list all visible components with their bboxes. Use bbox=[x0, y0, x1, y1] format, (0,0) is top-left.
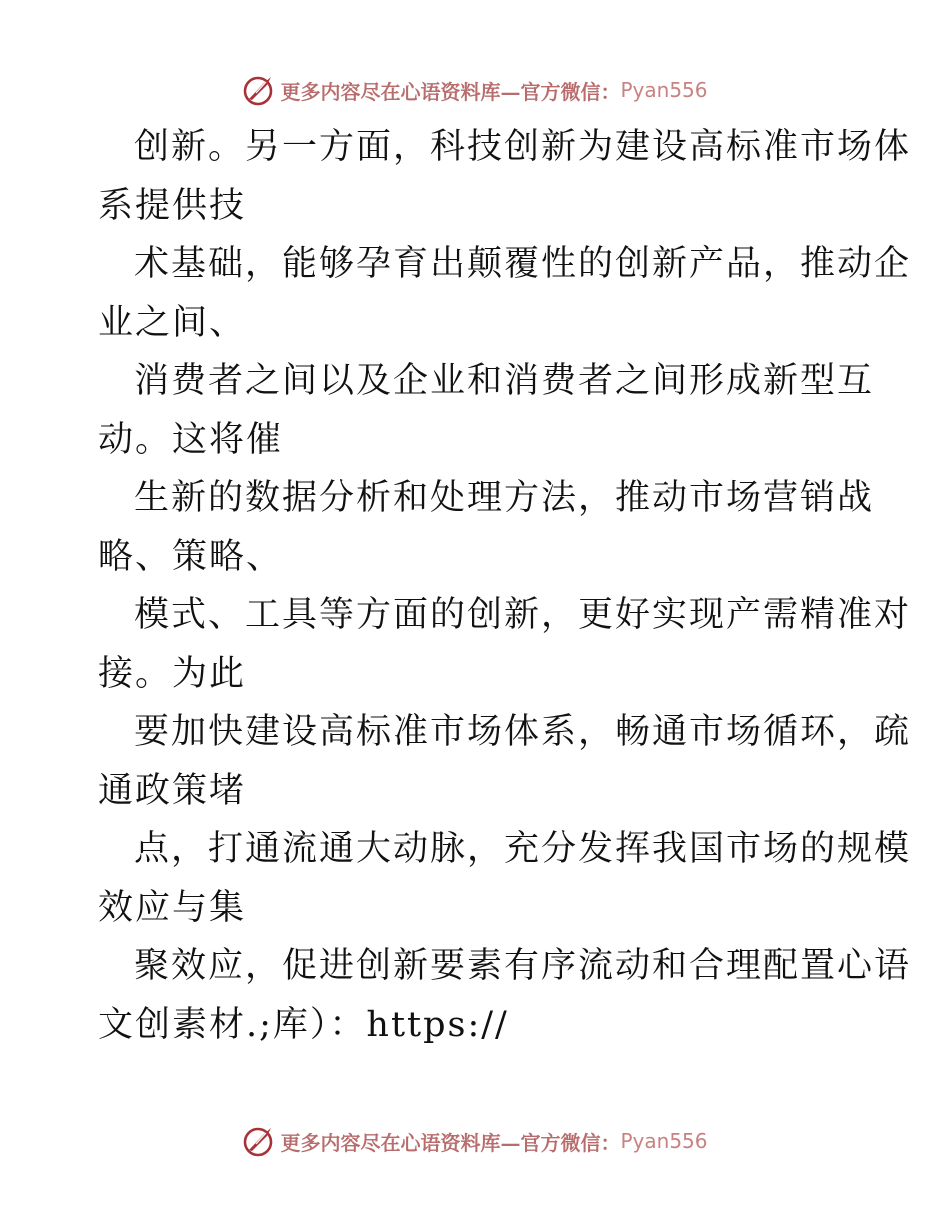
banner-handle: Pyan556 bbox=[620, 1129, 708, 1153]
text-line: 略、策略、 bbox=[98, 536, 284, 577]
quill-logo-icon bbox=[242, 73, 276, 107]
text-line: 点，打通流通大动脉，充分发挥我国市场的规模 bbox=[134, 829, 912, 869]
text-line: 消费者之间以及企业和消费者之间形成新型互 bbox=[134, 361, 875, 401]
text-line: 接。为此 bbox=[98, 653, 247, 694]
quill-logo-icon bbox=[242, 1124, 276, 1158]
text-line: 创新。另一方面，科技创新为建设高标准市场体 bbox=[134, 127, 912, 167]
text-line: 生新的数据分析和处理方法，推动市场营销战 bbox=[134, 478, 875, 518]
text-line: 模式、工具等方面的创新，更好实现产需精准对 bbox=[134, 595, 912, 635]
document-body bbox=[98, 118, 912, 1054]
text-line: 效应与集 bbox=[98, 887, 247, 928]
text-line: 要加快建设高标准市场体系，畅通市场循环，疏 bbox=[134, 712, 912, 752]
banner-text: 更多内容尽在心语资料库—官方微信： bbox=[280, 1130, 621, 1155]
text-line: 动。这将催 bbox=[98, 419, 284, 460]
text-line: 通政策堵 bbox=[98, 770, 247, 811]
banner-handle: Pyan556 bbox=[620, 78, 708, 102]
text-line: 术基础，能够孕育出颠覆性的创新产品，推动企 bbox=[134, 244, 912, 284]
text-line: 聚效应，促进创新要素有序流动和合理配置心语 bbox=[134, 946, 912, 986]
text-line: 系提供技 bbox=[98, 185, 247, 226]
banner-text: 更多内容尽在心语资料库—官方微信： bbox=[280, 79, 621, 104]
footer-banner bbox=[0, 1121, 950, 1161]
text-line: 文创素材.;库）：https:// bbox=[98, 1004, 509, 1045]
text-line: 业之间、 bbox=[98, 302, 247, 343]
header-banner bbox=[0, 70, 950, 110]
